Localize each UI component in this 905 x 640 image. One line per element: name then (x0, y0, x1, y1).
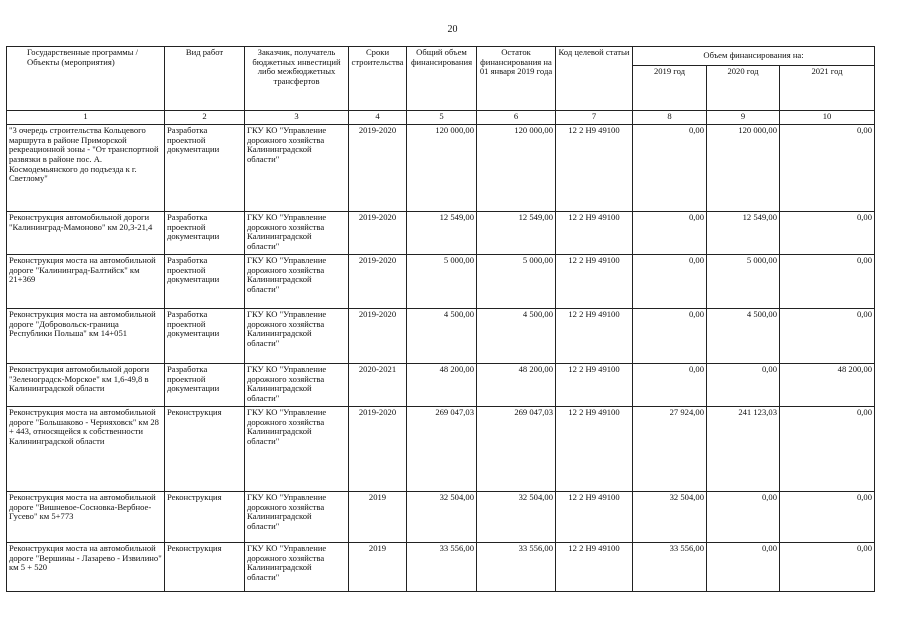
column-number: 8 (633, 111, 707, 125)
work-type: Реконструкция (165, 543, 245, 592)
project-name: Реконструкция моста на автомобильной дороге "Калининград-Балтийск" км 21+369 (7, 255, 165, 309)
header-programs: Государственные программы /Объекты (мероприятия) (7, 47, 165, 111)
funding-2021: 0,00 (780, 309, 875, 364)
target-code: 12 2 Н9 49100 (556, 543, 633, 592)
remainder: 120 000,00 (477, 125, 556, 212)
column-number: 9 (707, 111, 780, 125)
header-work-type: Вид работ (165, 47, 245, 111)
header-funding: Объем финансирования на: (633, 47, 875, 66)
target-code: 12 2 Н9 49100 (556, 125, 633, 212)
funding-2021: 0,00 (780, 125, 875, 212)
header-remainder: Остаток финансирования на 01 января 2019 года (477, 47, 556, 111)
target-code: 12 2 Н9 49100 (556, 309, 633, 364)
customer: ГКУ КО "Управление дорожного хозяйства Калининградской области" (245, 492, 349, 543)
funding-2019: 27 924,00 (633, 407, 707, 492)
total-funding: 5 000,00 (407, 255, 477, 309)
remainder: 33 556,00 (477, 543, 556, 592)
column-number: 7 (556, 111, 633, 125)
customer: ГКУ КО "Управление дорожного хозяйства Калининградской области" (245, 364, 349, 407)
project-name: Реконструкция автомобильной дороги "Зеленоградск-Морское" км 1,6-49,8 в Калининградской области (7, 364, 165, 407)
work-type: Разработка проектной документации (165, 309, 245, 364)
table-row (7, 407, 875, 492)
column-number: 6 (477, 111, 556, 125)
table-row (7, 543, 875, 592)
target-code: 12 2 Н9 49100 (556, 255, 633, 309)
remainder: 32 504,00 (477, 492, 556, 543)
funding-2020: 4 500,00 (707, 309, 780, 364)
customer: ГКУ КО "Управление дорожного хозяйства Калининградской области" (245, 255, 349, 309)
construction-terms: 2019-2020 (349, 255, 407, 309)
funding-2019: 0,00 (633, 255, 707, 309)
funding-2021: 0,00 (780, 492, 875, 543)
customer: ГКУ КО "Управление дорожного хозяйства Калининградской области" (245, 543, 349, 592)
header-terms: Сроки строительства (349, 47, 407, 111)
column-number: 10 (780, 111, 875, 125)
construction-terms: 2020-2021 (349, 364, 407, 407)
customer: ГКУ КО "Управление дорожного хозяйства Калининградской области" (245, 212, 349, 255)
column-number: 4 (349, 111, 407, 125)
funding-2020: 120 000,00 (707, 125, 780, 212)
column-number: 3 (245, 111, 349, 125)
funding-2019: 0,00 (633, 309, 707, 364)
project-name: Реконструкция моста на автомобильной дороге "Добровольск-граница Республики Польша" км 14+051 (7, 309, 165, 364)
funding-2020: 0,00 (707, 543, 780, 592)
funding-2021: 0,00 (780, 407, 875, 492)
header-2020: 2020 год (707, 66, 780, 111)
funding-2019: 33 556,00 (633, 543, 707, 592)
funding-2020: 241 123,03 (707, 407, 780, 492)
funding-2019: 32 504,00 (633, 492, 707, 543)
funding-2019: 0,00 (633, 364, 707, 407)
total-funding: 33 556,00 (407, 543, 477, 592)
table-row (7, 309, 875, 364)
project-name: "3 очередь строительства Кольцевого маршрута в районе Приморской рекреационной зоны - "От транспортной развязки в районе пос. А. Космодемьянского до подъезда к г. Светлому" (7, 125, 165, 212)
header-2019: 2019 год (633, 66, 707, 111)
work-type: Реконструкция (165, 407, 245, 492)
total-funding: 48 200,00 (407, 364, 477, 407)
work-type: Разработка проектной документации (165, 212, 245, 255)
funding-2020: 0,00 (707, 492, 780, 543)
project-name: Реконструкция автомобильной дороги "Калининград-Мамоново" км 20,3-21,4 (7, 212, 165, 255)
funding-2020: 12 549,00 (707, 212, 780, 255)
funding-2020: 0,00 (707, 364, 780, 407)
table-row (7, 255, 875, 309)
total-funding: 269 047,03 (407, 407, 477, 492)
customer: ГКУ КО "Управление дорожного хозяйства Калининградской области" (245, 309, 349, 364)
column-number: 5 (407, 111, 477, 125)
funding-2021: 0,00 (780, 543, 875, 592)
construction-terms: 2019-2020 (349, 125, 407, 212)
target-code: 12 2 Н9 49100 (556, 364, 633, 407)
target-code: 12 2 Н9 49100 (556, 212, 633, 255)
funding-2021: 0,00 (780, 255, 875, 309)
table-row (7, 125, 875, 212)
column-number-row (7, 111, 875, 125)
work-type: Разработка проектной документации (165, 125, 245, 212)
remainder: 5 000,00 (477, 255, 556, 309)
funding-2019: 0,00 (633, 212, 707, 255)
header-2021: 2021 год (780, 66, 875, 111)
total-funding: 12 549,00 (407, 212, 477, 255)
financing-table (6, 46, 875, 592)
remainder: 269 047,03 (477, 407, 556, 492)
project-name: Реконструкция моста на автомобильной дороге "Большаково - Черняховск" км 28 + 443, относящейся к собственности Калининградской области (7, 407, 165, 492)
project-name: Реконструкция моста на автомобильной дороге "Вершины - Лазарево - Извилино" км 5 + 520 (7, 543, 165, 592)
column-number: 2 (165, 111, 245, 125)
target-code: 12 2 Н9 49100 (556, 407, 633, 492)
remainder: 4 500,00 (477, 309, 556, 364)
funding-2020: 5 000,00 (707, 255, 780, 309)
customer: ГКУ КО "Управление дорожного хозяйства Калининградской области" (245, 125, 349, 212)
total-funding: 32 504,00 (407, 492, 477, 543)
work-type: Реконструкция (165, 492, 245, 543)
funding-2021: 48 200,00 (780, 364, 875, 407)
customer: ГКУ КО "Управление дорожного хозяйства Калининградской области" (245, 407, 349, 492)
table-row (7, 212, 875, 255)
header-total: Общий объем финансирования (407, 47, 477, 111)
work-type: Разработка проектной документации (165, 255, 245, 309)
total-funding: 120 000,00 (407, 125, 477, 212)
column-number: 1 (7, 111, 165, 125)
construction-terms: 2019 (349, 543, 407, 592)
construction-terms: 2019-2020 (349, 309, 407, 364)
funding-2019: 0,00 (633, 125, 707, 212)
header-customer: Заказчик, получатель бюджетных инвестиций либо межбюджетных трансфертов (245, 47, 349, 111)
remainder: 48 200,00 (477, 364, 556, 407)
header-code: Код целевой статьи (556, 47, 633, 111)
construction-terms: 2019-2020 (349, 407, 407, 492)
remainder: 12 549,00 (477, 212, 556, 255)
target-code: 12 2 Н9 49100 (556, 492, 633, 543)
table-row (7, 364, 875, 407)
project-name: Реконструкция моста на автомобильной дороге "Вишневое-Сосновка-Вербное-Гусево" км 5+773 (7, 492, 165, 543)
work-type: Разработка проектной документации (165, 364, 245, 407)
table-row (7, 492, 875, 543)
total-funding: 4 500,00 (407, 309, 477, 364)
construction-terms: 2019-2020 (349, 212, 407, 255)
page-number: 20 (447, 24, 458, 35)
funding-2021: 0,00 (780, 212, 875, 255)
construction-terms: 2019 (349, 492, 407, 543)
